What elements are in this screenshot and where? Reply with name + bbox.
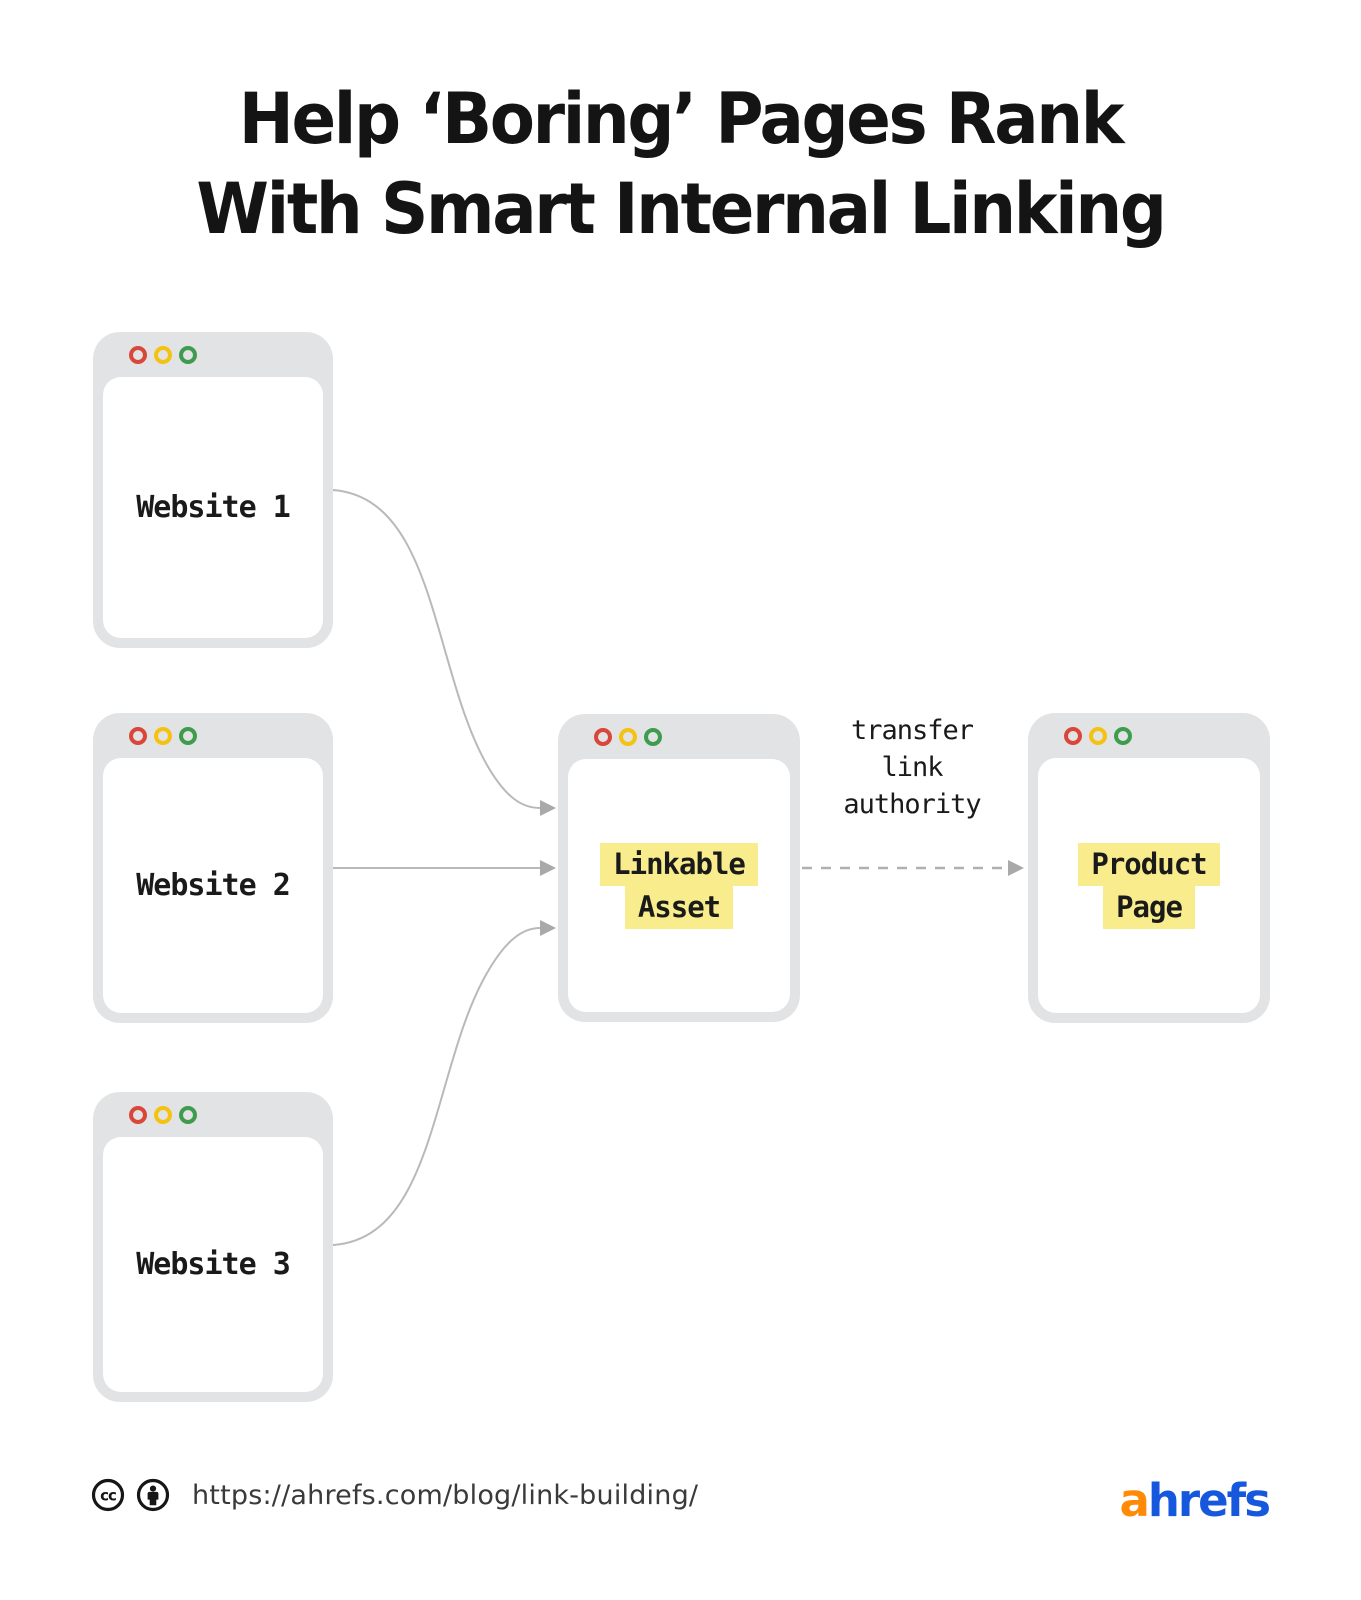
ahrefs-logo-a: a [1119, 1474, 1148, 1527]
traffic-lights [129, 1106, 197, 1124]
red-dot-icon [594, 728, 612, 746]
website-2-label: Website 2 [136, 868, 290, 903]
linkable-asset-label-line-2: Asset [625, 886, 733, 929]
linkable-asset-label-line-1: Linkable [600, 843, 758, 886]
ahrefs-logo [1120, 1474, 1270, 1527]
cc-circle-icon [90, 1477, 126, 1513]
traffic-lights [594, 728, 662, 746]
window-body [103, 758, 323, 1013]
traffic-lights [129, 346, 197, 364]
window-body [1038, 758, 1260, 1013]
window-body [103, 377, 323, 638]
window-body [103, 1137, 323, 1392]
transfer-label-line-2: link [881, 752, 943, 783]
green-dot-icon [1114, 727, 1132, 745]
website-1-label: Website 1 [136, 490, 290, 525]
transfer-link-authority-label [792, 712, 1032, 823]
window-product-page [1028, 713, 1270, 1023]
green-dot-icon [644, 728, 662, 746]
attribution-person-icon [135, 1477, 171, 1513]
green-dot-icon [179, 346, 197, 364]
window-website-1 [93, 332, 333, 648]
linkable-asset-label [600, 843, 758, 929]
ahrefs-logo-hrefs: hrefs [1147, 1474, 1269, 1527]
yellow-dot-icon [154, 1106, 172, 1124]
window-linkable-asset [558, 714, 800, 1022]
arrow-website3-to-linkable-asset [333, 928, 540, 1245]
traffic-lights [129, 727, 197, 745]
attribution-footer [90, 1476, 698, 1514]
yellow-dot-icon [154, 727, 172, 745]
yellow-dot-icon [619, 728, 637, 746]
window-body [568, 759, 790, 1012]
red-dot-icon [1064, 727, 1082, 745]
product-page-label-line-2: Page [1103, 886, 1195, 929]
transfer-label-line-1: transfer [850, 715, 974, 746]
window-website-2 [93, 713, 333, 1023]
cc-icon-letters: cc [100, 1486, 116, 1505]
page-title-line-1: Help ‘Boring’ Pages Rank [238, 78, 1123, 160]
website-3-label: Website 3 [136, 1247, 290, 1282]
red-dot-icon [129, 1106, 147, 1124]
source-url: https://ahrefs.com/blog/link-building/ [192, 1479, 699, 1511]
yellow-dot-icon [1089, 727, 1107, 745]
product-page-label-line-1: Product [1078, 843, 1219, 886]
window-website-3 [93, 1092, 333, 1402]
green-dot-icon [179, 727, 197, 745]
green-dot-icon [179, 1106, 197, 1124]
red-dot-icon [129, 346, 147, 364]
traffic-lights [1064, 727, 1132, 745]
product-page-label [1078, 843, 1219, 929]
page-title-line-2: With Smart Internal Linking [196, 168, 1165, 250]
transfer-label-line-3: authority [843, 789, 981, 820]
yellow-dot-icon [154, 346, 172, 364]
red-dot-icon [129, 727, 147, 745]
arrow-website1-to-linkable-asset [333, 490, 540, 808]
